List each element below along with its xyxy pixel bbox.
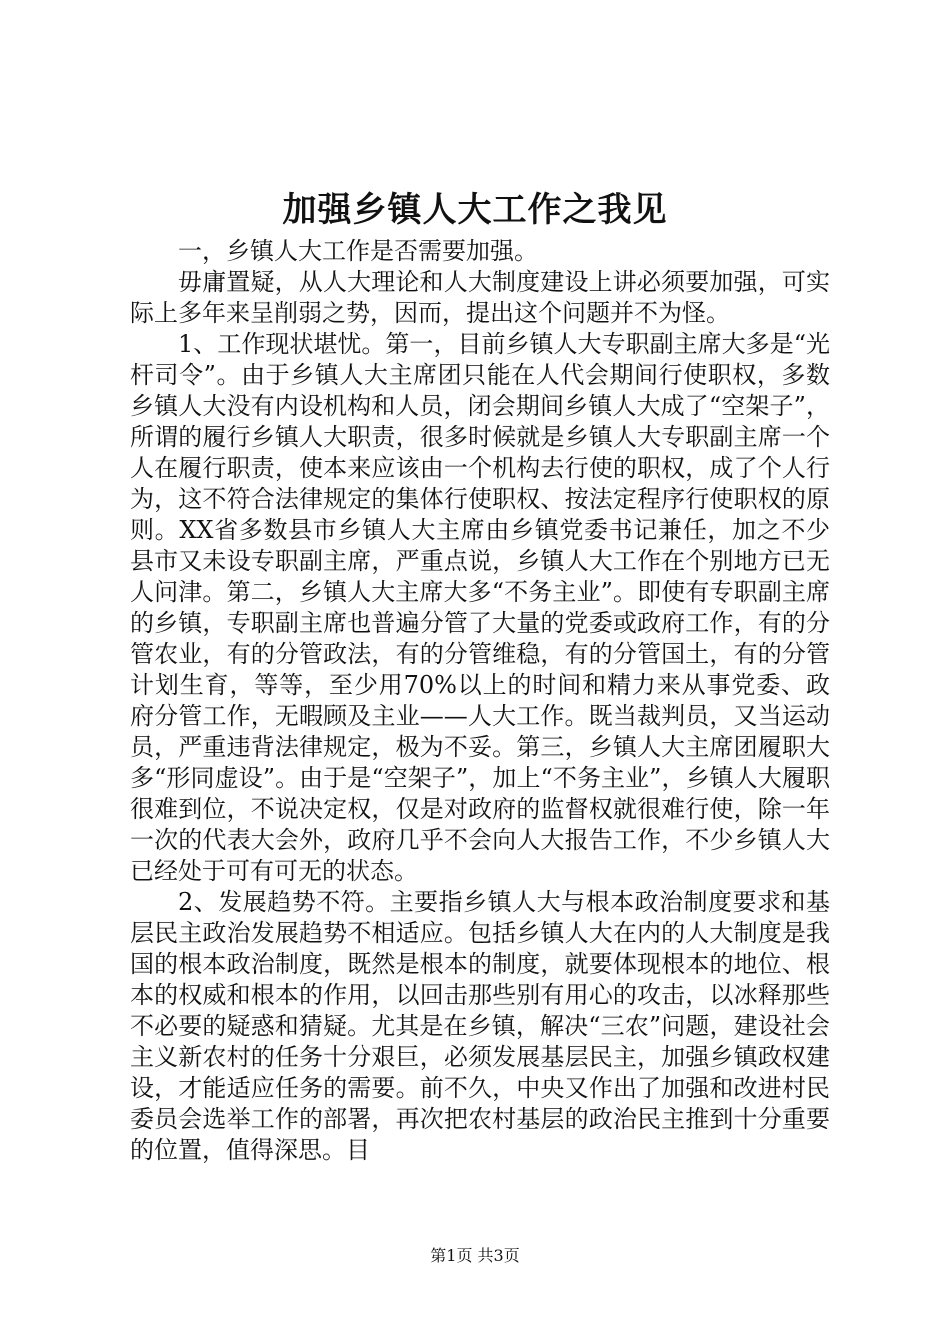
paragraph-section-heading: 一，乡镇人大工作是否需要加强。 (178, 237, 538, 265)
paragraph-point-2: 2、发展趋势不符。主要指乡镇人大与根本政治制度要求和基层民主政治发展趋势不相适应。包括乡镇人大在内的人大制度是我国的根本政治制度，既然是根本的制度，就要体现根本的地位、根本的权威和根本的作用，以回击那些别有用心的攻击，以冰释那些不必要的疑惑和猜疑。尤其是在乡镇，解决“三农”问题，建设社会主义新农村的任务十分艰巨，必须发展基层民主，加强乡镇政权建设，才能适应任务的需要。前不久，中央又作出了加强和改进村民委员会选举工作的部署，再次把农村基层的政治民主推到十分重要的位置，值得深思。目 (130, 888, 830, 1164)
paragraph-intro: 毋庸置疑，从人大理论和人大制度建设上讲必须要加强，可实际上多年来呈削弱之势，因而，提出这个问题并不为怪。 (130, 268, 830, 327)
page-footer: 第1页 共3页 (430, 1246, 520, 1265)
paragraph-point-1: 1、工作现状堪忧。第一，目前乡镇人大专职副主席大多是“光杆司令”。由于乡镇人大主席团只能在人代会期间行使职权，多数乡镇人大没有内设机构和人员，闭会期间乡镇人大成了“空架子”，所谓的履行乡镇人大职责，很多时候就是乡镇人大专职副主席一个人在履行职责，使本来应该由一个机构去行使的职权，成了个人行为，这不符合法律规定的集体行使职权、按法定程序行使职权的原则。XX省多数县市乡镇人大主席由乡镇党委书记兼任，加之不少县市又未设专职副主席，严重点说，乡镇人大工作在个别地方已无人问津。第二，乡镇人大主席大多“不务主业”。即使有专职副主席的乡镇，专职副主席也普遍分管了大量的党委或政府工作，有的分管农业，有的分管政法，有的分管维稳，有的分管国土，有的分管计划生育，等等，至少用70%以上的时间和精力来从事党委、政府分管工作，无暇顾及主业——人大工作。既当裁判员，又当运动员，严重违背法律规定，极为不妥。第三，乡镇人大主席团履职大多“形同虚设”。由于是“空架子”，加上“不务主业”，乡镇人大履职很难到位，不说决定权，仅是对政府的监督权就很难行使，除一年一次的代表大会外，政府几乎不会向人大报告工作，不少乡镇人大已经处于可有可无的状态。 (130, 330, 830, 885)
document-body (130, 236, 830, 1166)
document-title: 加强乡镇人大工作之我见 (282, 190, 668, 230)
